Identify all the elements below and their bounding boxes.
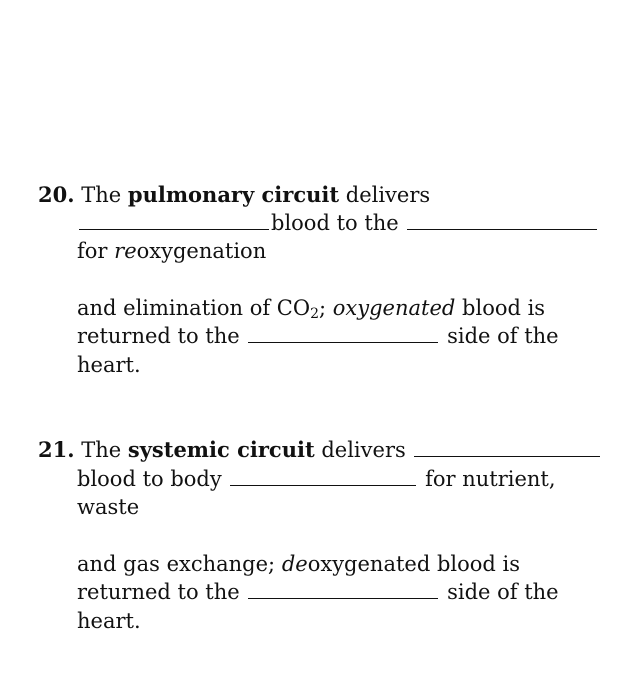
- q21-for-nutrient: for nutrient,: [425, 467, 556, 491]
- q20-co2-sub: 2: [310, 306, 319, 322]
- q21-returned: returned to the: [77, 580, 240, 604]
- q21-line-1: [38, 437, 602, 463]
- q21-oxygenated-blood-is: oxygenated blood is: [307, 552, 521, 576]
- q20-and-elim: and elimination of CO: [77, 296, 311, 320]
- q21-line-6: [77, 608, 141, 634]
- q21-line-5: [77, 579, 559, 605]
- q20-blood-to-the: blood to the: [271, 211, 399, 235]
- q21-number: 21.: [38, 437, 75, 462]
- q20-blank-3[interactable]: [248, 341, 438, 343]
- q21-waste: waste: [77, 495, 140, 519]
- q20-blank-2[interactable]: [407, 228, 597, 230]
- q21-line-4: [77, 551, 520, 577]
- q20-delivers: delivers: [345, 183, 431, 207]
- q20-line-3: [77, 238, 266, 264]
- q21-line-3: [77, 494, 139, 520]
- q20-term: pulmonary circuit: [127, 182, 340, 207]
- q20-blank-1[interactable]: [79, 228, 269, 230]
- q21-side-of-the: side of the: [447, 580, 559, 604]
- q21-blood-to-body: blood to body: [77, 467, 222, 491]
- q20-line-5: [77, 323, 559, 349]
- q21-delivers: delivers: [321, 438, 406, 462]
- q21-and-gas: and gas exchange;: [77, 552, 276, 576]
- q20-side-of-the: side of the: [447, 324, 559, 348]
- q20-the: The: [81, 183, 122, 207]
- q20-line-2: [77, 210, 599, 236]
- q20-line-6: [77, 352, 141, 378]
- q20-oxygenated: oxygenated: [332, 296, 456, 320]
- q21-the: The: [81, 438, 122, 462]
- q21-blank-2[interactable]: [230, 484, 416, 486]
- q20-re: re: [114, 239, 137, 263]
- q20-line-4: [77, 295, 545, 321]
- q21-term: systemic circuit: [127, 437, 315, 462]
- q20-number: 20.: [38, 182, 75, 207]
- q20-line-1: [38, 182, 430, 208]
- q21-de: de: [281, 552, 308, 576]
- q20-semicolon: ;: [319, 296, 327, 320]
- q21-line-2: [77, 466, 556, 492]
- q21-blank-3[interactable]: [248, 597, 438, 599]
- q21-heart: heart.: [77, 609, 141, 633]
- q20-oxygenation: oxygenation: [136, 239, 267, 263]
- q20-blood-is: blood is: [462, 296, 546, 320]
- q20-returned: returned to the: [77, 324, 240, 348]
- q20-heart: heart.: [77, 353, 141, 377]
- q21-blank-1[interactable]: [414, 455, 600, 457]
- q20-for: for: [77, 239, 108, 263]
